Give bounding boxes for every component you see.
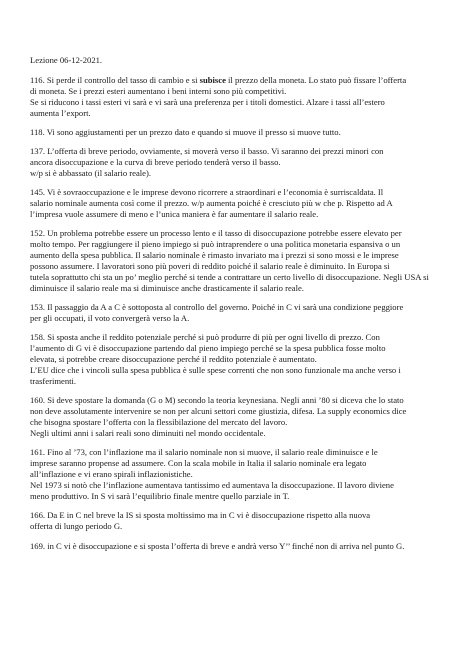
text-line: all’inflazione e vi erano spirali inflazionistiche. xyxy=(30,469,193,480)
text-line: 158. Si sposta anche il reddito potenziale perché si può produrre di più per ogni livello di prezzo. Con xyxy=(30,332,380,343)
text-line: per gli occupati, il voto convergerà verso la A. xyxy=(30,313,190,324)
paragraph xyxy=(30,127,444,138)
text-line: 152. Un problema potrebbe essere un processo lento e il tasso di disoccupazione potrebbe essere elevato per xyxy=(30,228,402,239)
text-line: salario nominale aumenta così come il prezzo. w/p aumenta poiché è cresciuto più w che p. Rispetto ad A xyxy=(30,198,393,209)
text-line: 145. Vi è sovraoccupazione e le imprese devono ricorrere a straordinari e l’economia è surriscaldata. Il xyxy=(30,187,384,198)
text-line: aumenta l’export. xyxy=(30,107,91,118)
text-line: Nel 1973 si notò che l’inflazione aumentava tantissimo ed aumentava la disoccupazione. Il lavoro diviene xyxy=(30,480,394,491)
paragraph-list xyxy=(30,75,444,552)
text-line: offerta di lungo periodo G. xyxy=(30,521,123,532)
text-line: trasferimenti. xyxy=(30,376,77,387)
lesson-title: Lezione 06-12-2021. xyxy=(30,55,103,65)
paragraph xyxy=(30,146,444,179)
text-line: Negli ultimi anni i salari reali sono diminuiti nel mondo occidentale. xyxy=(30,428,266,439)
text-line: 153. Il passaggio da A a C è sottoposta al controllo del governo. Poiché in C vi sarà una condizione peggiore xyxy=(30,302,404,313)
paragraph xyxy=(30,187,444,220)
text-line: 116. Si perde il controllo del tasso di cambio e si subisce il prezzo della moneta. Lo stato può fissare l’offerta xyxy=(30,74,407,85)
text-line: 166. Da E in C nel breve la IS si sposta moltissimo ma in C vi è disoccupazione rispetto alla nuova xyxy=(30,510,371,521)
text-line: 169. in C vi è disoccupazione e si sposta l’offerta di breve e andrà verso Y’’ finché non di arriva nel punto G. xyxy=(30,540,405,551)
text-line: tutela soprattutto chi sta un po’ meglio perché si tende a contrattare un certo livello di disoccupazione. Negli USA si xyxy=(30,272,429,283)
text-line: ancora disoccupazione e la curva di breve periodo tenderà verso il basso. xyxy=(30,157,281,168)
text-line: meno produttivo. In S vi sarà l’equilibrio finale mentre quello parziale in T. xyxy=(30,491,290,502)
text-line: 160. Si deve spostare la domanda (G o M) secondo la teoria keynesiana. Negli anni ’80 si diceva che lo stato xyxy=(30,395,404,406)
paragraph xyxy=(30,541,444,552)
paragraph xyxy=(30,302,444,324)
text-line: non deve assolutamente intervenire se non per alcuni settori come giustizia, difesa. La supply economics dice xyxy=(30,406,407,417)
text-line: molto tempo. Per raggiungere il pieno impiego si può intraprendere o una politica monetaria espansiva o un xyxy=(30,239,401,250)
paragraph xyxy=(30,395,444,439)
text-line: Se si riducono i tassi esteri vi sarà e vi sarà una preferenza per i titoli domestici. Alzare i tassi all’estero xyxy=(30,96,385,107)
text-line: l’impresa vuole assumere di meno e l’unica maniera è far aumentare il salario reale. xyxy=(30,209,319,220)
text-line: l’aumento di G vi è disoccupazione partendo dal pieno impiego perché se la spesa pubblica fosse molto xyxy=(30,343,386,354)
text-line: 161. Fino al ’73, con l’inflazione ma il salario nominale non si muove, il salario reale diminuisce e le xyxy=(30,447,378,458)
paragraph xyxy=(30,510,444,532)
paragraph xyxy=(30,75,444,119)
text-line: elevata, si potrebbe creare disoccupazione perché il reddito potenziale è aumentato. xyxy=(30,354,317,365)
text-line: 118. Vi sono aggiustamenti per un prezzo dato e quando si muove il presso si muove tutto. xyxy=(30,126,341,137)
text-line: aumento della spesa pubblica. Il salario nominale è rimasto invariato ma i prezzi si sono mossi e le imprese xyxy=(30,250,399,261)
text-line: w/p si è abbassato (il salario reale). xyxy=(30,168,151,179)
paragraph xyxy=(30,447,444,502)
text-line: L’EU dice che i vincoli sulla spesa pubblica è sulle spese correnti che non sono funzionale ma anche verso i xyxy=(30,365,401,376)
bold-term: subisce xyxy=(199,74,226,85)
paragraph xyxy=(30,332,444,387)
text-line: possono assumere. I lavoratori sono più poveri di reddito poiché il salario reale è diminuito. In Europa si xyxy=(30,261,390,272)
text-line: di moneta. Se i prezzi esteri aumentano i beni interni sono più competitivi. xyxy=(30,85,287,96)
paragraph xyxy=(30,228,444,293)
text-line: 137. L’offerta di breve periodo, ovviamente, si moverà verso il basso. Vi saranno dei prezzi minori con xyxy=(30,146,384,157)
text-line: che bisogna spostare l’offerta con la flessibilazione del mercato del lavoro. xyxy=(30,417,288,428)
text-line: diminuisce il salario reale ma si diminuisce anche drasticamente il salario reale. xyxy=(30,282,304,293)
text-line: imprese saranno propense ad assumere. Con la scala mobile in Italia il salario nominale era legato xyxy=(30,458,367,469)
